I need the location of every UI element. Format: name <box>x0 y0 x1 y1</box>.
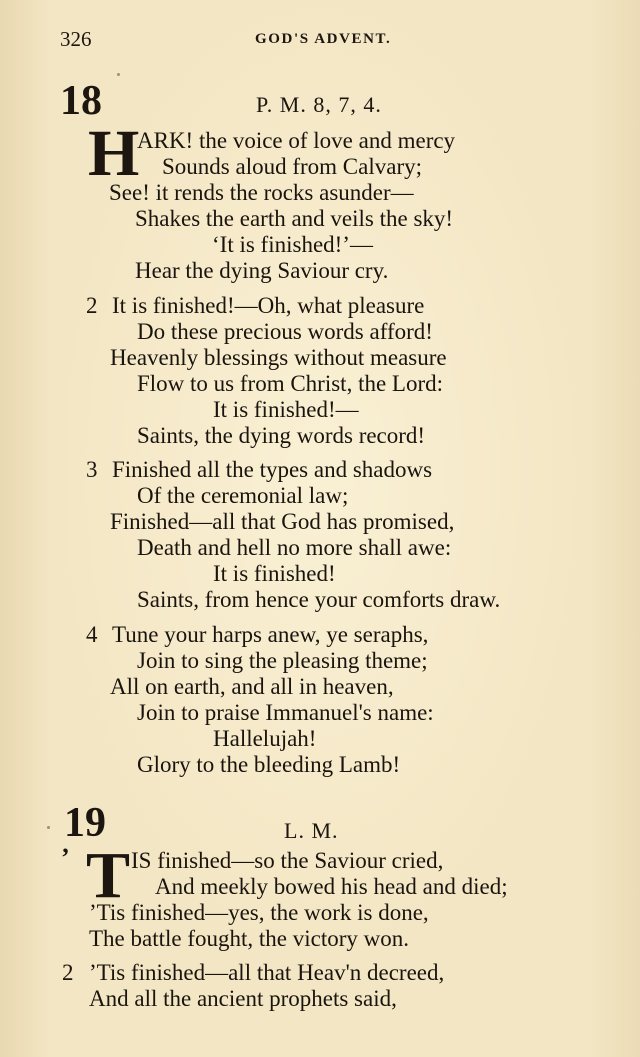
hymn-18-v1-line1: ARK! the voice of love and mercy <box>137 128 456 153</box>
hymn-19-v2-line2: And all the ancient prophets said, <box>89 986 397 1011</box>
hymn-18-v4-line5: Hallelujah! <box>213 726 317 751</box>
hymn-18-v3-line6: Saints, from hence your comforts draw. <box>137 587 501 612</box>
hymn-19-drop-cap-apostrophe: ’ <box>61 843 70 872</box>
page-number: 326 <box>60 27 92 51</box>
running-head: GOD'S ADVENT. <box>255 31 392 47</box>
hymn-18-v4-line6: Glory to the bleeding Lamb! <box>137 752 401 777</box>
hymn-18-verse-number-3: 3 <box>86 457 98 482</box>
hymn-18-v3-line2: Of the ceremonial law; <box>137 483 349 508</box>
hymn-19-meter: L. M. <box>284 818 339 843</box>
hymn-18-v1-line3: See! it rends the rocks asunder— <box>109 180 414 205</box>
hymn-19-v1-line1: IS finished—so the Saviour cried, <box>131 848 444 873</box>
ink-speck <box>47 826 50 829</box>
hymn-number-19: 19 <box>64 800 106 846</box>
ink-speck <box>117 73 120 76</box>
hymn-18-v1-line6: Hear the dying Saviour cry. <box>135 258 389 283</box>
hymn-18-v2-line5: It is finished!— <box>213 397 359 422</box>
hymn-19-v1-line2: And meekly bowed his head and died; <box>155 874 508 899</box>
hymn-18-v1-line4: Shakes the earth and veils the sky! <box>135 206 454 231</box>
hymn-18-v1-line5: ‘It is finished!’— <box>212 232 373 257</box>
hymn-19-drop-cap: T <box>86 839 131 912</box>
hymn-18-v4-line1: Tune your harps anew, ye seraphs, <box>112 622 429 647</box>
hymn-18-v1-line2: Sounds aloud from Calvary; <box>162 154 422 179</box>
hymn-18-v3-line3: Finished—all that God has promised, <box>110 509 455 534</box>
hymn-18-verse-number-2: 2 <box>86 293 98 318</box>
hymn-18-drop-cap: H <box>88 117 140 190</box>
hymn-18-v3-line1: Finished all the types and shadows <box>112 457 433 482</box>
hymn-18-meter: P. M. 8, 7, 4. <box>256 92 382 117</box>
hymn-number-18: 18 <box>60 78 102 124</box>
hymn-18-v3-line4: Death and hell no more shall awe: <box>137 535 452 560</box>
hymn-19-v1-line3: ’Tis finished—yes, the work is done, <box>89 900 429 925</box>
hymn-18-v2-line3: Heavenly blessings without measure <box>110 345 447 370</box>
hymn-18-v2-line6: Saints, the dying words record! <box>137 423 426 448</box>
hymn-18-verse-number-4: 4 <box>86 622 98 647</box>
hymn-18-v4-line2: Join to sing the pleasing theme; <box>137 648 428 673</box>
hymn-18-v2-line4: Flow to us from Christ, the Lord: <box>137 371 444 396</box>
hymn-19-verse-number-2: 2 <box>62 960 74 985</box>
hymn-19-v2-line1: ’Tis finished—all that Heav'n decreed, <box>89 960 445 985</box>
hymn-18-v3-line5: It is finished! <box>213 561 336 586</box>
hymn-18-v2-line1: It is finished!—Oh, what pleasure <box>112 293 425 318</box>
hymn-18-v4-line3: All on earth, and all in heaven, <box>110 674 394 699</box>
hymn-18-v4-line4: Join to praise Immanuel's name: <box>137 700 434 725</box>
hymn-18-v2-line2: Do these precious words afford! <box>137 319 433 344</box>
hymn-19-v1-line4: The battle fought, the victory won. <box>89 926 410 951</box>
